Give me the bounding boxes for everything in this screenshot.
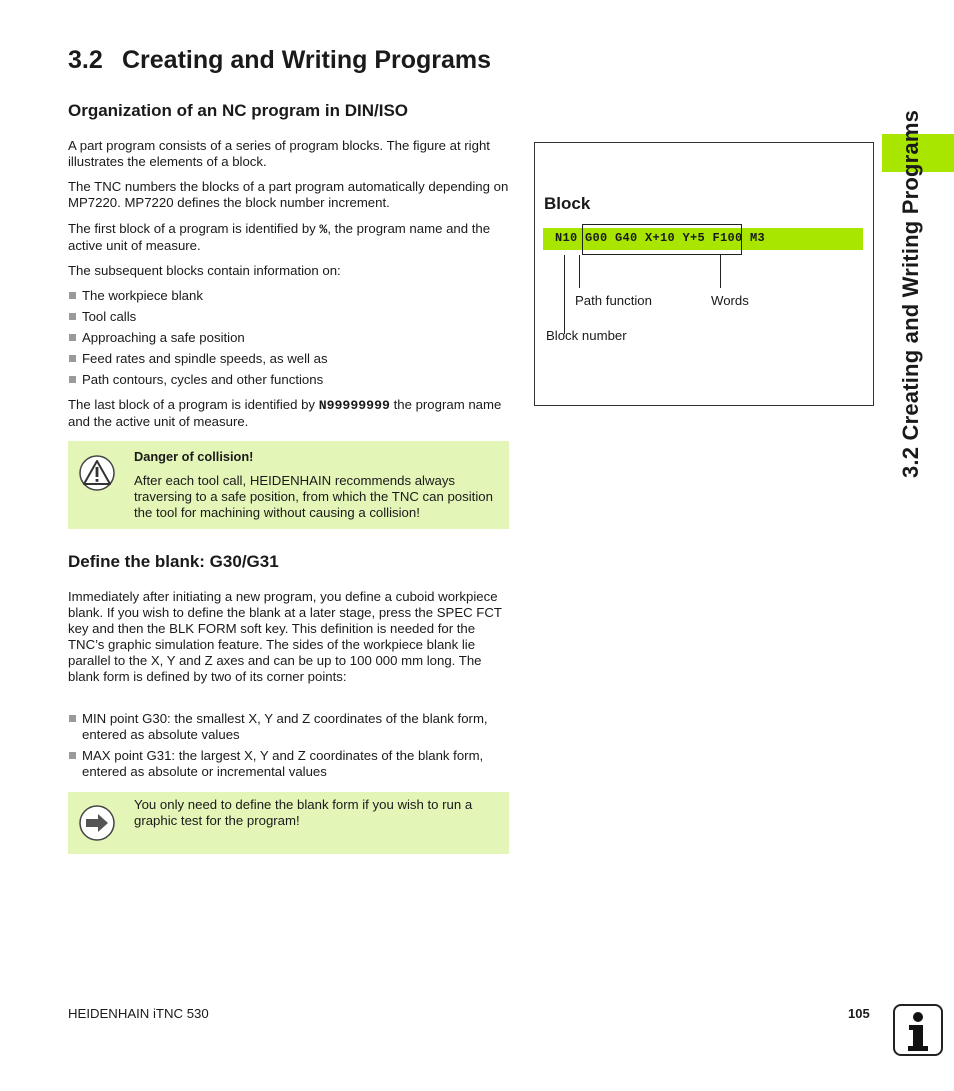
warning-triangle-icon [78, 455, 116, 496]
list-item: The workpiece blank [68, 288, 514, 304]
block-figure [534, 142, 874, 406]
label-words: Words [711, 293, 749, 308]
code-inline: N99999999 [318, 398, 390, 413]
words-bracket [582, 224, 742, 255]
figure-title: Block [544, 194, 591, 213]
pointer-line-words [720, 255, 721, 288]
paragraph: A part program consists of a series of program blocks. The figure at right illustrates the elements of a block. [68, 138, 490, 169]
paragraph: The last block of a program is identified by N99999999 the program name and the active unit of measure. [68, 397, 502, 429]
list-item: MIN point G30: the smallest X, Y and Z coordinates of the blank form, entered as absolute values [68, 711, 514, 743]
pointer-line-block-number [564, 255, 565, 334]
chapter-side-title: 3.2 Creating and Writing Programs [898, 109, 923, 478]
page-title [68, 46, 491, 75]
label-block-number: Block number [546, 328, 627, 343]
warning-note [68, 441, 509, 529]
figure-code: N10 G00 G40 X+10 Y+5 F100 M3 [555, 231, 766, 245]
section-number: 3.2 [68, 46, 103, 74]
footer-product: HEIDENHAIN iTNC 530 [68, 1006, 209, 1021]
warning-text: After each tool call, HEIDENHAIN recommends always traversing to a safe position, from which the TNC can position the tool for machining without causing a collision! [134, 473, 493, 520]
info-icon [893, 1004, 943, 1056]
list-item: Approaching a safe position [68, 330, 514, 346]
list-item: Tool calls [68, 309, 514, 325]
label-path-function: Path function [575, 293, 652, 308]
list-item: Path contours, cycles and other functions [68, 372, 514, 388]
paragraph: The subsequent blocks contain information on: [68, 263, 341, 278]
arrow-right-icon [78, 804, 116, 847]
paragraph: The first block of a program is identified by %, the program name and the active unit of measure. [68, 221, 491, 253]
paragraph: The TNC numbers the blocks of a part program automatically depending on MP7220. MP7220 defines the block number increment. [68, 179, 509, 210]
subheading-define-blank: Define the blank: G30/G31 [68, 552, 279, 571]
subheading-organization: Organization of an NC program in DIN/ISO [68, 101, 409, 120]
warning-title: Danger of collision! [134, 449, 254, 464]
pointer-line-path-function [579, 255, 580, 288]
code-inline: % [319, 222, 328, 237]
paragraph: Immediately after initiating a new program, you define a cuboid workpiece blank. If you wish to define the blank at a later stage, press the SPEC FCT key and then the BLK FORM soft key. This definition is needed for the TNC’s graphic simulation feature. The sides of the workpiece blank lie parallel to the X, Y and Z axes and can be up to 100 000 mm long. The blank form is defined by two of its corner points: [68, 589, 502, 684]
list-item: MAX point G31: the largest X, Y and Z coordinates of the blank form, entered as absolute or incremental values [68, 748, 514, 780]
section-title: Creating and Writing Programs [122, 46, 492, 74]
tip-note [68, 792, 509, 854]
tip-text: You only need to define the blank form if you wish to run a graphic test for the program! [134, 797, 473, 828]
list-item: Feed rates and spindle speeds, as well as [68, 351, 514, 367]
page-number: 105 [848, 1006, 870, 1021]
